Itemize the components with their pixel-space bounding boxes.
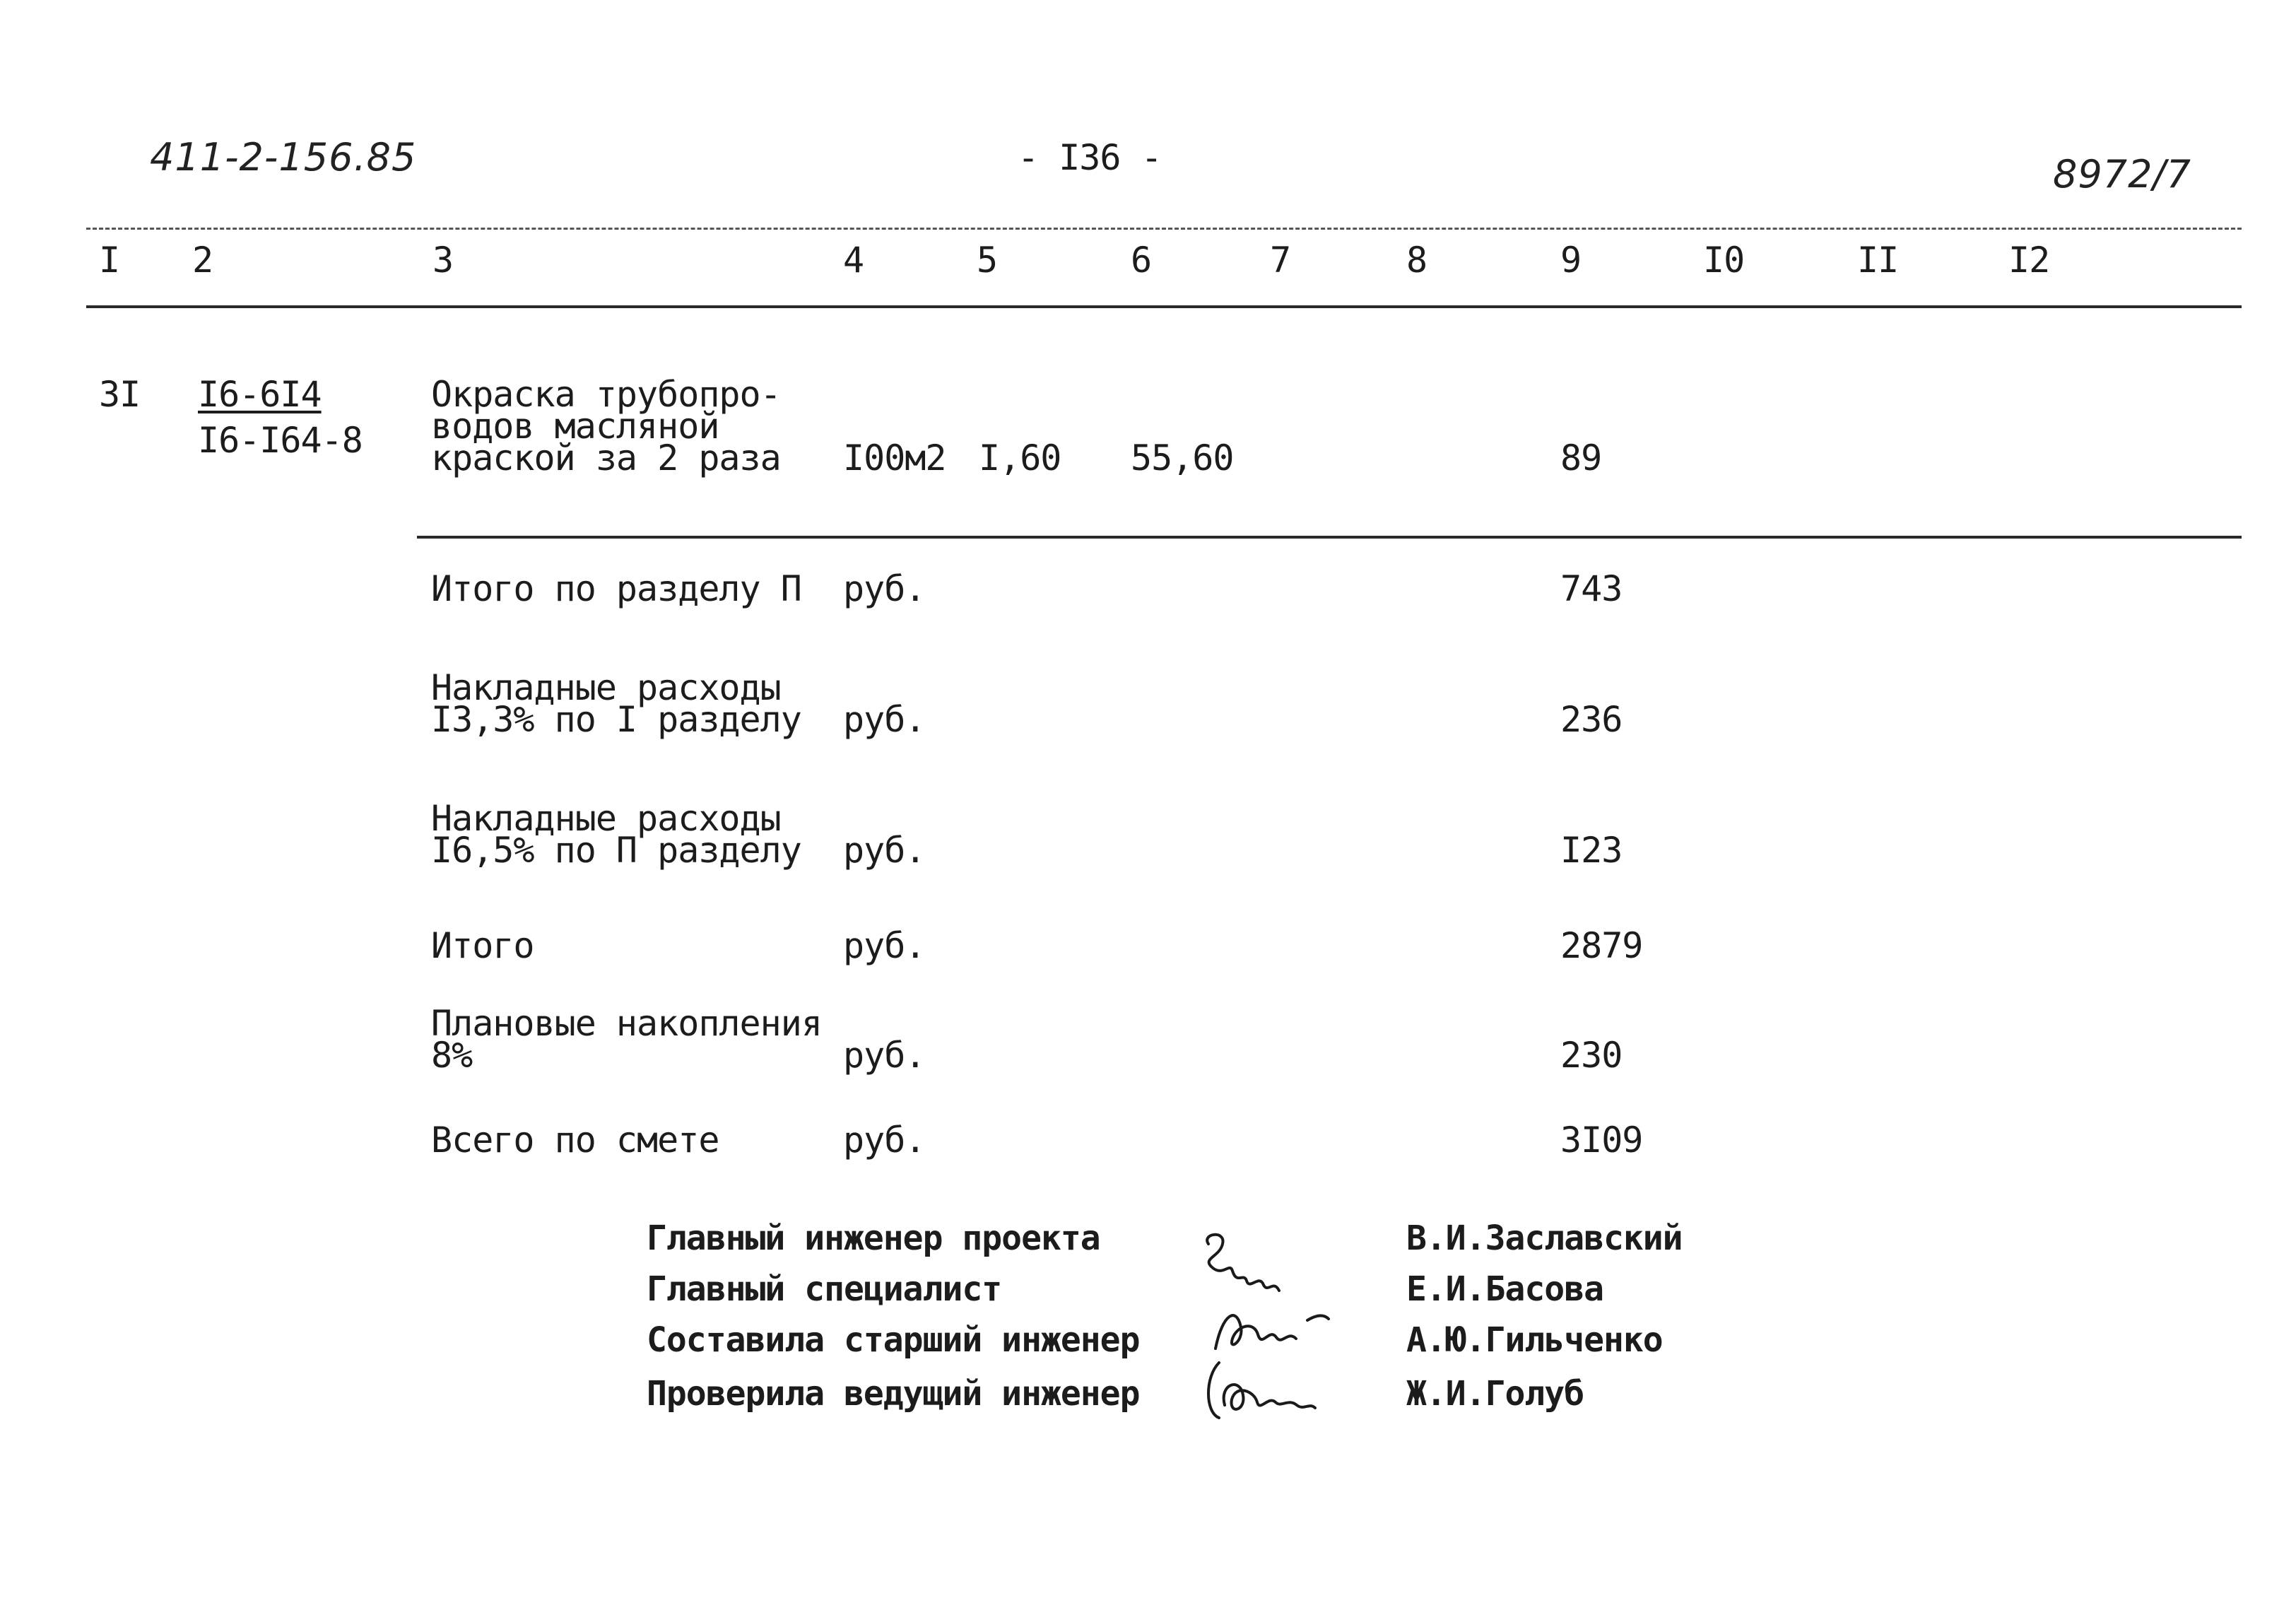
item-unit: I00м2 (843, 438, 946, 478)
summary-value: I23 (1560, 830, 1623, 871)
handwritten-signature (1198, 1356, 1332, 1423)
document-code: 411-2-156.85 (150, 135, 417, 180)
signatory-name: Е.И.Басова (1406, 1269, 1603, 1309)
item-description-line-1: Окраска трубопро- (431, 374, 781, 415)
signatory-role: Проверила ведущий инженер (647, 1374, 1140, 1414)
column-header-7: 7 (1270, 240, 1291, 281)
summary-value: 743 (1560, 568, 1623, 609)
header-bottom-rule (86, 305, 2242, 308)
item-code-top: I6-6I4 (198, 374, 322, 415)
summary-label: Всего по смете (431, 1120, 719, 1161)
item-price: 55,60 (1131, 438, 1234, 478)
column-header-12: I2 (2008, 240, 2050, 281)
page-number: - I36 - (1018, 137, 1162, 178)
column-header-5: 5 (977, 240, 998, 281)
summary-unit: руб. (843, 568, 926, 609)
handwritten-signature (1208, 1299, 1343, 1363)
summary-label: Накладные расходы (431, 798, 781, 839)
column-header-1: I (99, 240, 120, 281)
item-description-line-3: краской за 2 раза (431, 438, 781, 478)
summary-value: 230 (1560, 1035, 1623, 1076)
header-top-rule (86, 228, 2242, 230)
column-header-4: 4 (843, 240, 864, 281)
column-header-11: II (1857, 240, 1899, 281)
summary-unit: руб. (843, 830, 926, 871)
summary-unit: руб. (843, 1120, 926, 1161)
column-header-6: 6 (1131, 240, 1152, 281)
column-header-8: 8 (1406, 240, 1427, 281)
summary-label: Итого по разделу П (431, 568, 801, 609)
item-quantity: I,60 (979, 438, 1061, 478)
column-header-2: 2 (192, 240, 213, 281)
signatory-role: Главный инженер проекта (647, 1219, 1100, 1258)
summary-value: 3I09 (1560, 1120, 1643, 1161)
handwritten-signature (1194, 1230, 1321, 1300)
summary-label-line-2: 8% (431, 1035, 473, 1076)
signatory-role: Главный специалист (647, 1269, 1002, 1309)
summary-label: Итого (431, 925, 534, 966)
item-description-line-2: водов масляной (431, 406, 719, 447)
sheet-code: 8972/7 (2053, 152, 2191, 196)
summary-unit: руб. (843, 925, 926, 966)
summary-label: Плановые накопления (431, 1003, 822, 1044)
signatory-role: Составила старший инженер (647, 1320, 1140, 1360)
item-separator-rule (417, 536, 2242, 539)
column-header-10: I0 (1703, 240, 1745, 281)
column-header-3: 3 (432, 240, 454, 281)
item-number: 3I (99, 374, 141, 415)
item-total: 89 (1560, 438, 1602, 478)
summary-label: Накладные расходы (431, 667, 781, 708)
summary-value: 236 (1560, 699, 1623, 740)
signatory-name: Ж.И.Голуб (1406, 1374, 1584, 1414)
column-header-9: 9 (1560, 240, 1582, 281)
signatory-name: А.Ю.Гильченко (1406, 1320, 1663, 1360)
summary-unit: руб. (843, 1035, 926, 1076)
summary-label-line-2: I3,3% по I разделу (431, 699, 801, 740)
summary-value: 2879 (1560, 925, 1643, 966)
signatory-name: В.И.Заславский (1406, 1219, 1683, 1258)
summary-unit: руб. (843, 699, 926, 740)
summary-label-line-2: I6,5% по П разделу (431, 830, 801, 871)
item-code-bottom: I6-I64-8 (198, 420, 363, 461)
